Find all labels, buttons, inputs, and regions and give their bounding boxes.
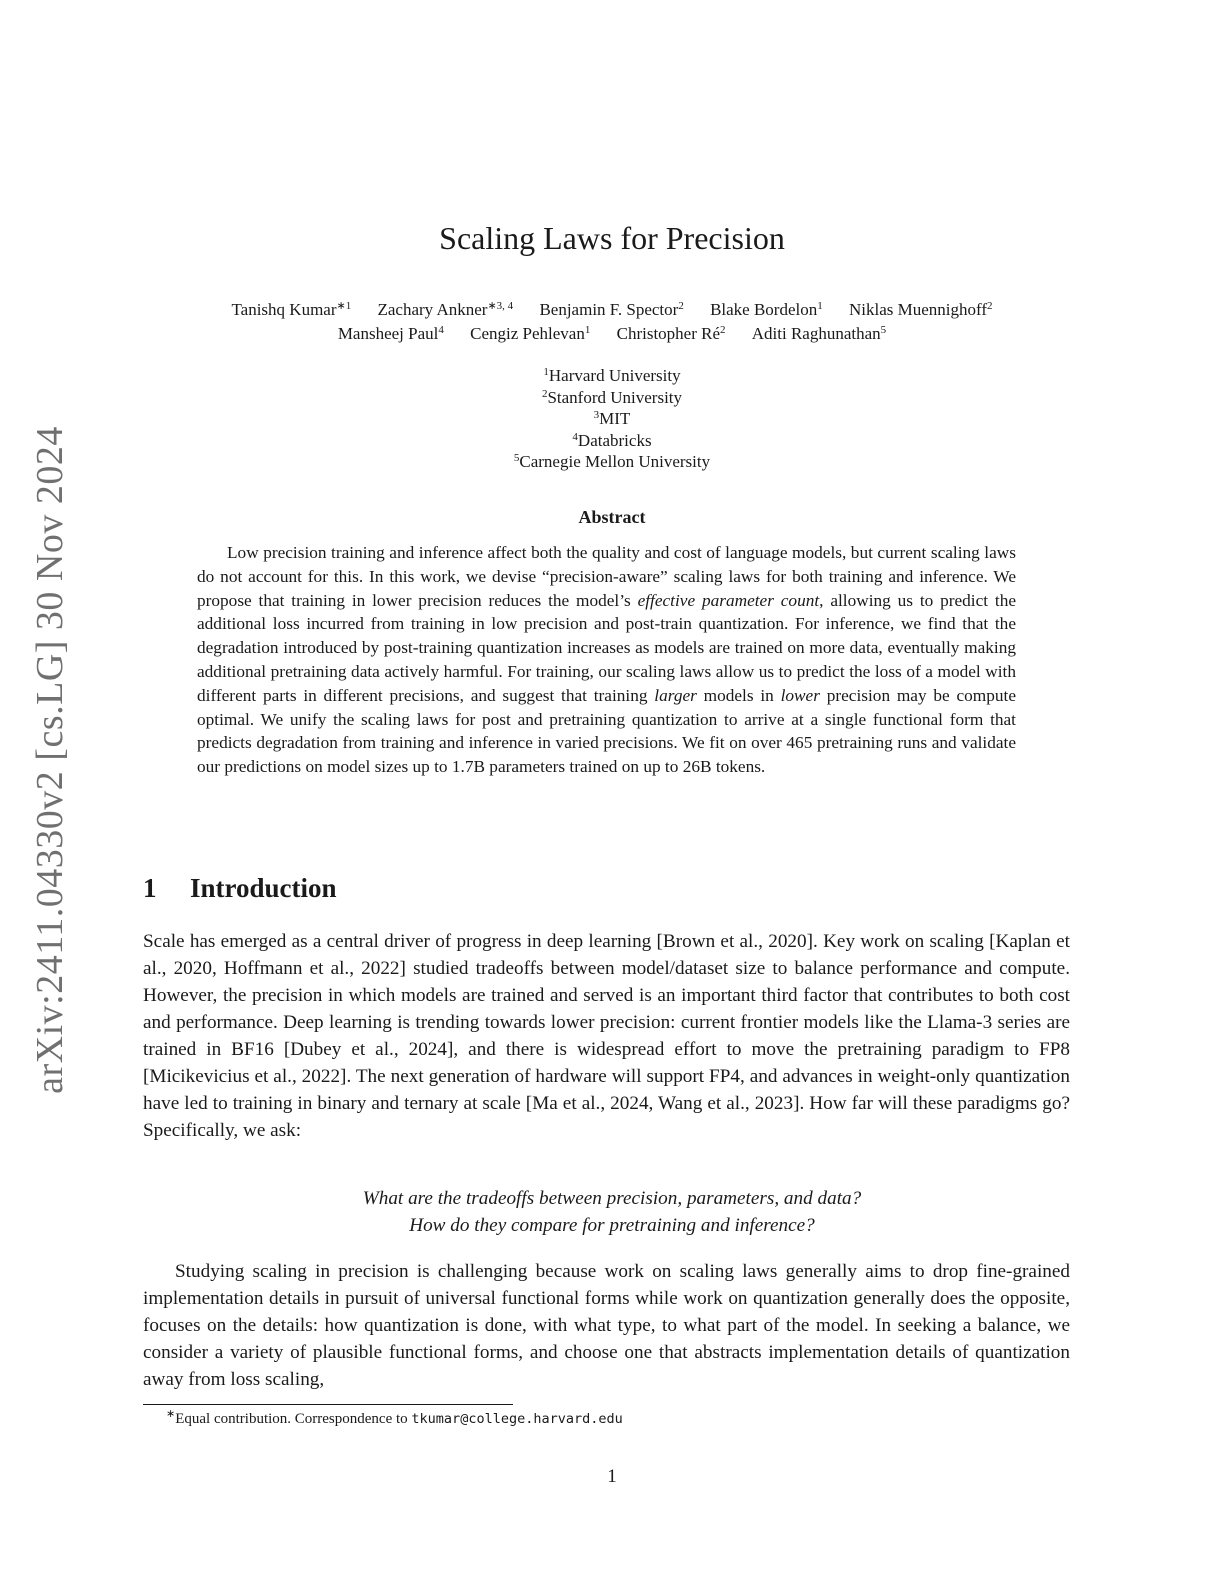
- abstract-heading: Abstract: [578, 507, 646, 527]
- author: Aditi Raghunathan$^5$: [751, 324, 887, 343]
- research-questions: [0, 1185, 1224, 1239]
- author: Zachary Ankner$^{∗3, 4}$: [377, 300, 514, 319]
- arxiv-identifier-stamp: arXiv:2411.04330v2 [cs.LG] 30 Nov 2024: [29, 426, 71, 1094]
- author: Cengiz Pehlevan$^1$: [470, 324, 591, 343]
- abstract-body: Low precision training and inference affect both the quality and cost of language models, but current scaling laws do not account for this. In this work, we devise “precision-aware” scaling laws for both training and inference. We propose that training in lower precision reduces the model’s effective parameter count, allowing us to predict the additional loss incurred from training in low precision and post-train quantization. For inference, we find that the degradation introduced by post-training quantization increases as models are trained on more data, eventually making additional pretraining data actively harmful. For training, our scaling laws allow us to predict the loss of a model with different parts in different precisions, and suggest that training larger models in lower precision may be compute optimal. We unify the scaling laws for post and pretraining quantization to arrive at a single functional form that predicts degradation from training and inference in varied precisions. We fit on over 465 pretraining runs and validate our predictions on model sizes up to 1.7B parameters trained on up to 26B tokens.: [197, 543, 1017, 777]
- affiliation-list: [0, 365, 1224, 473]
- section-number: 1: [143, 873, 157, 903]
- author: Christopher $Ré^2$: [616, 324, 726, 343]
- affiliation: $^5$Carnegie Mellon University: [513, 452, 711, 472]
- affiliation: $^1$Harvard University: [543, 366, 681, 385]
- author: Blake Bordelon$^1$: [710, 300, 823, 319]
- section-heading: [143, 873, 337, 904]
- author: Niklas Muennighoff$^2$: [848, 300, 993, 319]
- page-number: 1: [607, 1466, 617, 1487]
- research-question: How do they compare for pretraining and inference?: [409, 1215, 815, 1236]
- author: Benjamin F. Spector$^2$: [539, 300, 684, 319]
- correspondence-email[interactable]: tkumar@college.harvard.edu: [411, 1411, 623, 1427]
- affiliation: $^3$MIT: [593, 409, 631, 429]
- footnote-divider: [143, 1404, 513, 1405]
- affiliation: $^4$Databricks: [572, 430, 652, 450]
- author: Tanishq Kumar$^{∗1}$: [231, 300, 352, 319]
- footnote: ∗Equal contribution. Correspondence to tkumar@college.harvard.edu: [166, 1408, 623, 1427]
- author: Mansheej Paul$^4$: [337, 324, 444, 343]
- paper-title: Scaling Laws for Precision: [439, 220, 785, 256]
- intro-paragraph: Scale has emerged as a central driver of progress in deep learning [Brown et al., 2020]. Key work on scaling [Kaplan et al., 2020, Hoffmann et al., 2022] studied tradeoffs between model/dataset size to balance performance and compute. However, the precision in which models are trained and served is an important third factor that contributes to both cost and performance. Deep learning is trending towards lower precision: current frontier models like the Llama-3 series are trained in BF16 [Dubey et al., 2024], and there is widespread effort to move the pretraining paradigm to FP8 [Micikevicius et al., 2022]. The next generation of hardware will support FP4, and advances in weight-only quantization have led to training in binary and ternary at scale [Ma et al., 2024, Wang et al., 2023]. How far will these paradigms go? Specifically, we ask:: [143, 931, 1070, 1141]
- affiliation: $^2$Stanford University: [541, 387, 683, 407]
- author-list: [120, 298, 1104, 346]
- section-title: Introduction: [190, 873, 337, 903]
- intro-paragraph: Studying scaling in precision is challenging because work on scaling laws generally aims to drop fine-grained implementation details in pursuit of universal functional forms while work on quantization generally does the opposite, focuses on the details: how quantization is done, with what type, to what part of the model. In seeking a balance, we consider a variety of plausible functional forms, and choose one that abstracts implementation details of quantization away from loss scaling,: [143, 1261, 1070, 1390]
- research-question: What are the tradeoffs between precision, parameters, and data?: [362, 1188, 862, 1209]
